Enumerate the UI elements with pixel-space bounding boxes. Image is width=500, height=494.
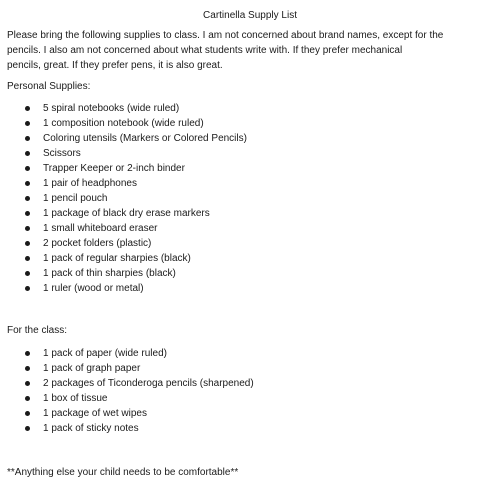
list-item: 2 pocket folders (plastic) [0,236,247,251]
list-item: 1 pack of paper (wide ruled) [0,346,254,361]
list-item: 1 pack of regular sharpies (black) [0,251,247,266]
list-item: Scissors [0,146,247,161]
intro-line: pencils, great. If they prefer pens, it is also great. [7,60,223,71]
list-item: 1 package of black dry erase markers [0,206,247,221]
intro-paragraph [7,28,493,73]
personal-supplies-list [0,101,247,296]
list-item: 2 packages of Ticonderoga pencils (sharpened) [0,376,254,391]
intro-line: pencils. I also am not concerned about what students write with. If they prefer mechanical [7,45,403,56]
list-item: 1 box of tissue [0,391,254,406]
document-title: Cartinella Supply List [203,10,297,21]
intro-line: Please bring the following supplies to class. I am not concerned about brand names, except for the [7,30,444,41]
class-supplies-heading: For the class: [7,325,68,336]
personal-supplies-heading: Personal Supplies: [7,81,91,92]
footer-note: **Anything else your child needs to be comfortable** [7,467,239,478]
list-item: 1 package of wet wipes [0,406,254,421]
list-item: 1 pack of sticky notes [0,421,254,436]
list-item: Trapper Keeper or 2-inch binder [0,161,247,176]
list-item: 1 ruler (wood or metal) [0,281,247,296]
list-item: 1 pack of thin sharpies (black) [0,266,247,281]
class-supplies-list [0,346,254,436]
list-item: 1 pack of graph paper [0,361,254,376]
list-item: 1 composition notebook (wide ruled) [0,116,247,131]
list-item: 1 pair of headphones [0,176,247,191]
list-item: 5 spiral notebooks (wide ruled) [0,101,247,116]
list-item: 1 small whiteboard eraser [0,221,247,236]
list-item: Coloring utensils (Markers or Colored Pencils) [0,131,247,146]
list-item: 1 pencil pouch [0,191,247,206]
